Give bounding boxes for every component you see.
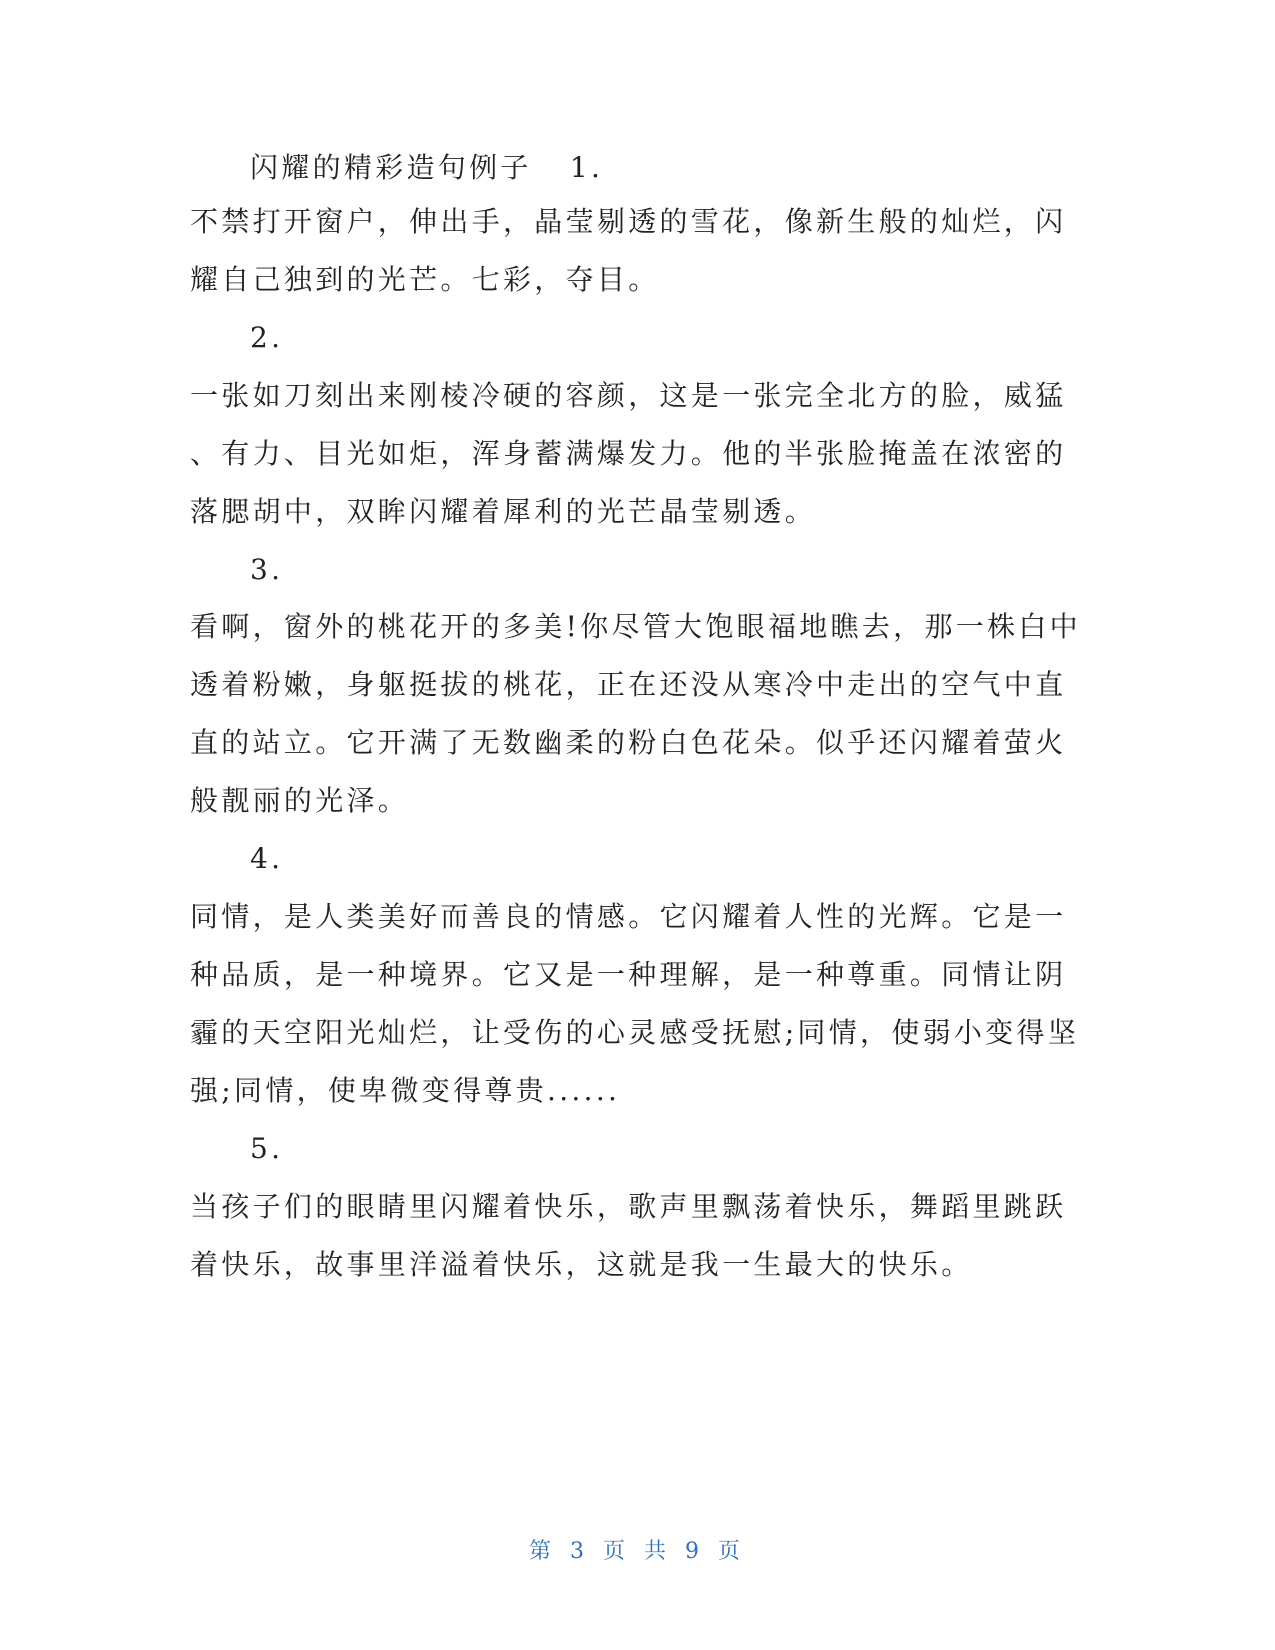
paragraph-line: 透着粉嫩，身躯挺拔的桃花，正在还没从寒冷中走出的空气中直 (190, 668, 1067, 701)
item-number: 5. (250, 1132, 284, 1165)
paragraph-line: 落腮胡中，双眸闪耀着犀利的光芒晶莹剔透。 (190, 495, 817, 528)
paragraph-line: 般靓丽的光泽。 (190, 784, 410, 817)
paragraph-line: 着快乐，故事里洋溢着快乐，这就是我一生最大的快乐。 (190, 1248, 973, 1281)
paragraph-line: 不禁打开窗户，伸出手，晶莹剔透的雪花，像新生般的灿烂，闪 (190, 205, 1067, 238)
item-number: 2. (250, 321, 284, 354)
paragraph-line: 霾的天空阳光灿烂，让受伤的心灵感受抚慰;同情，使弱小变得坚 (190, 1016, 1080, 1049)
paragraph-line: 耀自己独到的光芒。七彩，夺目。 (190, 263, 660, 296)
paragraph-line: 看啊，窗外的桃花开的多美!你尽管大饱眼福地瞧去，那一株白中 (190, 610, 1081, 643)
paragraph-line: 当孩子们的眼睛里闪耀着快乐，歌声里飘荡着快乐，舞蹈里跳跃 (190, 1190, 1067, 1223)
paragraph-line: 强;同情，使卑微变得尊贵...... (190, 1074, 621, 1107)
item-number: 4. (250, 842, 284, 875)
page-number-footer: 第 3 页 共 9 页 (529, 1539, 746, 1564)
item-number: 3. (250, 553, 284, 586)
paragraph-line: 直的站立。它开满了无数幽柔的粉白色花朵。似乎还闪耀着萤火 (190, 726, 1067, 759)
document-heading: 闪耀的精彩造句例子 (250, 151, 532, 184)
paragraph-line: 同情，是人类美好而善良的情感。它闪耀着人性的光辉。它是一 (190, 900, 1067, 933)
paragraph-line: 种品质，是一种境界。它又是一种理解，是一种尊重。同情让阴 (190, 958, 1067, 991)
item-number: 1. (569, 151, 604, 184)
document-heading-line (250, 148, 1150, 188)
paragraph-line: 、有力、目光如炬，浑身蓄满爆发力。他的半张脸掩盖在浓密的 (190, 437, 1067, 470)
paragraph-line: 一张如刀刻出来刚棱冷硬的容颜，这是一张完全北方的脸，威猛 (190, 379, 1067, 412)
